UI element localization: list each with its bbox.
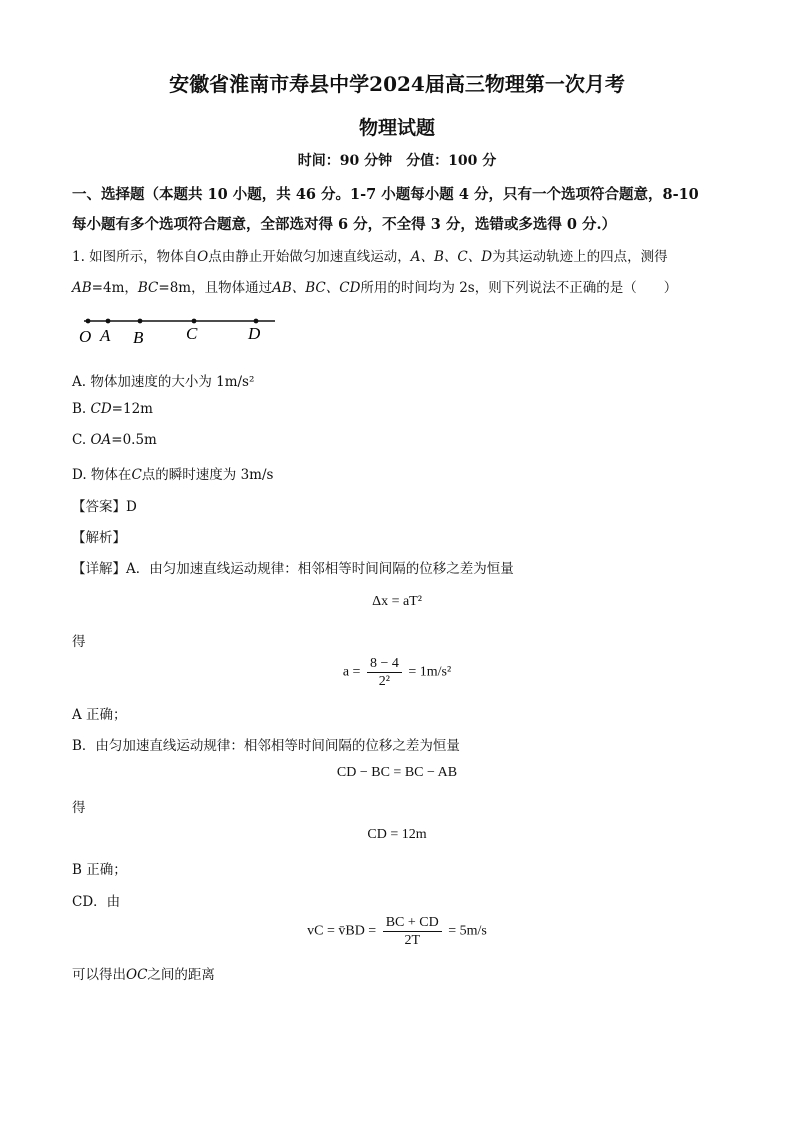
point-D xyxy=(254,319,259,324)
a-correct: A 正确； xyxy=(72,707,127,723)
point-O xyxy=(86,319,91,324)
equation-delta-x: Δx = aT² xyxy=(372,594,422,609)
option-a: A. 物体加速度的大小为 1m/s² xyxy=(72,374,255,390)
point-A xyxy=(106,319,111,324)
analysis-label: 【解析】 xyxy=(72,530,126,546)
option-b: B. CD=12m xyxy=(72,401,153,417)
equation-cd-bc: CD − BC = BC − AB xyxy=(336,765,458,780)
option-c: C. OA=0.5m xyxy=(72,432,157,448)
point-B xyxy=(138,319,143,324)
question-1-line1: 1. 如图所示，物体自O点由静止开始做匀加速直线运动，A、B、C、D为其运动轨迹上的四点，测得 xyxy=(72,249,668,265)
label-B: B xyxy=(133,328,144,347)
b-correct: B 正确； xyxy=(72,862,127,878)
option-d: D. 物体在C点的瞬时速度为 3m/s xyxy=(72,467,274,483)
question-1-line2: AB=4m，BC=8m，且物体通过AB、BC、CD所用的时间均为 2s，则下列说法不正确的是（ ） xyxy=(72,280,678,296)
equation-acceleration: a = $\frac{8 - 4}{\text{2²}}$ = 1m/s² xyxy=(342,656,452,689)
label-A: A xyxy=(100,326,111,345)
label-O: O xyxy=(79,327,92,346)
detail-a-line: 【详解】A．由匀加速直线运动规律：相邻相等时间间隔的位移之差为恒量 xyxy=(72,561,514,577)
equation-velocity-c: vC = v̄BD = $\frac{BC + CD}{2T}$ = 5m/s xyxy=(307,915,487,948)
equation-cd: CD = 12m xyxy=(367,827,427,842)
label-D: D xyxy=(248,324,261,343)
section-heading-line2: 每小题有多个选项符合题意，全部选对得 6 分，不全得 3 分，选错或多选得 0 分.） xyxy=(72,216,617,233)
de-2: 得 xyxy=(72,800,86,816)
point-C xyxy=(192,319,197,324)
answer-line: 【答案】D xyxy=(72,499,137,515)
motion-diagram xyxy=(70,308,290,350)
section-heading-line1: 一、选择题（本题共 10 小题，共 46 分。1-7 小题每小题 4 分，只有一个选项符合题意，8-10 xyxy=(72,186,699,203)
label-C: C xyxy=(186,324,198,343)
cd-label: CD．由 xyxy=(72,894,121,910)
exam-meta: 时间：90 分钟 分值：100 分 xyxy=(297,153,497,169)
page-title: 安徽省淮南市寿县中学2024届高三物理第一次月考 xyxy=(169,72,625,96)
detail-b-line: B．由匀加速直线运动规律：相邻相等时间间隔的位移之差为恒量 xyxy=(72,738,460,754)
de-1: 得 xyxy=(72,634,86,650)
page-subtitle: 物理试题 xyxy=(358,117,435,139)
last-line: 可以得出OC之间的距离 xyxy=(72,967,215,983)
